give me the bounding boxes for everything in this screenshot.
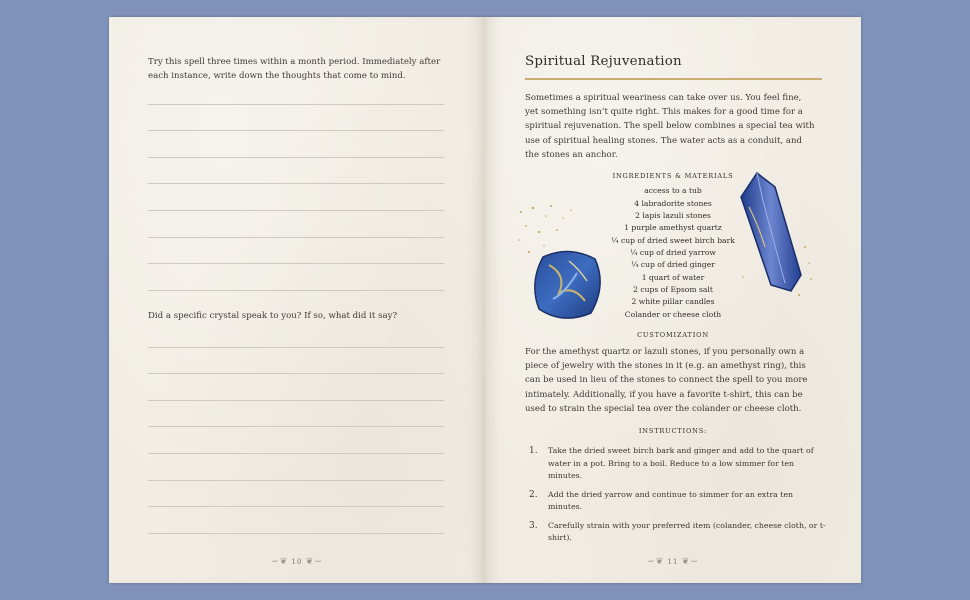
page-number-right: 11: [667, 558, 679, 566]
page-folio-right: [485, 557, 861, 567]
writing-line[interactable]: [148, 454, 444, 481]
ingredient-item: ¼ cup of dried sweet birch bark: [611, 235, 735, 245]
ingredient-item: 4 labradorite stones: [634, 198, 712, 208]
flourish-left-icon: ∽❦: [271, 557, 289, 567]
writing-lines-1[interactable]: [148, 78, 444, 291]
writing-line[interactable]: [148, 131, 444, 158]
ingredient-item: ¼ cup of dried yarrow: [630, 248, 716, 258]
journal-prompt-2: Did a specific crystal speak to you? If so, what did it say?: [148, 311, 398, 321]
ingredient-item: Colander or cheese cloth: [624, 309, 722, 319]
writing-line[interactable]: [148, 401, 444, 428]
writing-line[interactable]: [148, 264, 444, 291]
customization-heading: CUSTOMIZATION: [637, 331, 709, 339]
step-text: Take the dried sweet birch bark and ginger and add to the quart of water in a pot. Bring to a boil. Reduce to a low simmer for ten minutes.: [548, 446, 814, 480]
journal-prompt-1: Try this spell three times within a month period. Immediately after each instance, write down the thoughts that come to mind.: [148, 57, 441, 81]
step-number: 1.: [529, 446, 538, 456]
ingredients-block: [585, 170, 761, 321]
right-page: [485, 17, 861, 583]
page-number-left: 10: [291, 558, 303, 566]
writing-line[interactable]: [148, 348, 444, 375]
writing-line[interactable]: [148, 507, 444, 534]
flourish-right-icon: ❦∼: [305, 557, 323, 567]
ingredient-item: 1 purple amethyst quartz: [624, 223, 722, 233]
flourish-right-icon: ❦∼: [681, 557, 699, 567]
instructions-list: [529, 445, 829, 545]
ingredient-item: ¼ cup of dried ginger: [631, 260, 715, 270]
writing-line[interactable]: [148, 481, 444, 508]
ingredient-item: 2 cups of Epsom salt: [633, 285, 713, 295]
left-page: [109, 17, 485, 583]
page-folio-left: [109, 557, 485, 567]
step-text: Carefully strain with your preferred item (colander, cheese cloth, or t-shirt).: [548, 520, 826, 542]
instructions-heading: INSTRUCTIONS:: [638, 427, 708, 435]
step-number: 2.: [529, 489, 538, 500]
ingredient-item: 1 quart of water: [641, 272, 705, 282]
page-title: Spiritual Rejuvenation: [525, 54, 682, 69]
writing-line[interactable]: [148, 78, 444, 105]
customization-paragraph: For the amethyst quartz or lazuli stones, if you personally own a piece of jewelry with the stones in it (e.g. an amethyst ring), this can be used in lieu of the stones to connect the spell to you more intimately. Additionally, if you have a favorite t-shirt, this can be used to strain the special tea over the colander or cheese cloth.: [525, 347, 808, 414]
intro-paragraph: Sometimes a spiritual weariness can take over us. You feel fine, yet something isn’t quite right. This makes for a good time for a spiritual rejuvenation. The spell below combines a special tea with use of spiritual healing stones. The water acts as a conduit, and the stones an anchor.: [525, 93, 815, 160]
writing-line[interactable]: [148, 374, 444, 401]
step-number: 3.: [529, 520, 538, 531]
ingredient-item: access to a tub: [644, 186, 702, 196]
ingredient-item: 2 white pillar candles: [631, 297, 715, 307]
ingredients-heading: INGREDIENTS & MATERIALS: [612, 172, 734, 180]
instruction-step: [529, 489, 829, 514]
writing-line[interactable]: [148, 238, 444, 265]
writing-line[interactable]: [148, 211, 444, 238]
step-text: Add the dried yarrow and continue to simmer for an extra ten minutes.: [548, 489, 794, 511]
writing-line[interactable]: [148, 158, 444, 185]
title-rule: [525, 78, 822, 80]
writing-line[interactable]: [148, 321, 444, 348]
writing-line[interactable]: [148, 184, 444, 211]
instruction-step: [529, 520, 829, 545]
instruction-step: [529, 445, 829, 483]
writing-line[interactable]: [148, 427, 444, 454]
ingredient-item: 2 lapis lazuli stones: [635, 211, 711, 221]
writing-line[interactable]: [148, 105, 444, 132]
writing-lines-2[interactable]: [148, 321, 444, 534]
book-spread: [109, 17, 861, 583]
flourish-left-icon: ∽❦: [647, 557, 665, 567]
